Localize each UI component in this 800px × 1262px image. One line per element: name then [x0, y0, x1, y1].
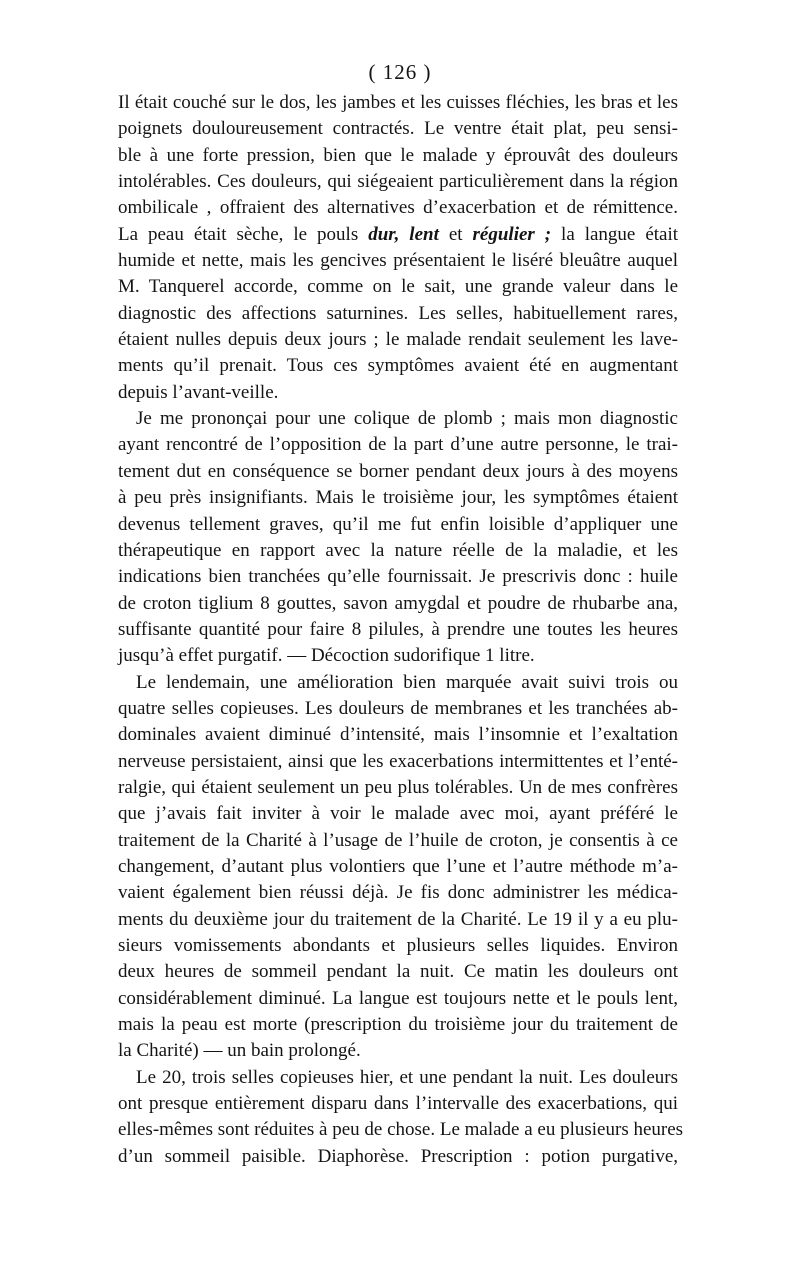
text-line: Je me prononçai pour une colique de plomb ; mais mon diagnostic	[136, 408, 678, 430]
text-line: changement, d’autant plus volontiers que l’une et l’autre méthode m’a-	[118, 855, 678, 877]
text-line: M. Tanquerel accorde, comme on le sait, une grande valeur dans le	[118, 276, 678, 298]
text-line: ments qu’il prenait. Tous ces symptômes avaient été en augmentant	[118, 355, 678, 377]
text-line: dominales avaient diminué d’intensité, mais l’insomnie et l’exaltation	[118, 724, 678, 746]
text-line: que j’avais fait inviter à voir le malade avec moi, ayant préféré le	[118, 803, 678, 825]
text-line: thérapeutique en rapport avec la nature réelle de la maladie, et les	[118, 539, 678, 561]
body-text	[118, 90, 684, 1170]
text-line: à peu près insignifiants. Mais le troisième jour, les symptômes étaient	[118, 487, 678, 509]
text-line: humide et nette, mais les gencives présentaient le liséré bleuâtre auquel	[118, 250, 678, 272]
page-number: ( 126 )	[368, 60, 432, 84]
text-line: vaient également bien réussi déjà. Je fis donc administrer les médica-	[118, 882, 678, 904]
text-line: étaient nulles depuis deux jours ; le malade rendait seulement les lave-	[118, 329, 678, 351]
text-line: ble à une forte pression, bien que le malade y éprouvât des douleurs	[118, 144, 678, 166]
text-line: Il était couché sur le dos, les jambes et les cuisses fléchies, les bras et les	[118, 92, 678, 113]
text-line: ombilicale , offraient des alternatives d’exacerbation et de rémittence.	[118, 197, 678, 219]
text-line: jusqu’à effet purgatif. — Décoction sudorifique 1 litre.	[118, 645, 535, 667]
text-line: depuis l’avant-veille.	[118, 381, 279, 403]
text-line: quatre selles copieuses. Les douleurs de membranes et les tranchées ab-	[118, 697, 678, 719]
text-line: intolérables. Ces douleurs, qui siégeaient particulièrement dans la région	[118, 171, 678, 193]
text-line: traitement de la Charité à l’usage de l’huile de croton, je consentis à ce	[118, 829, 678, 851]
text-line: diagnostic des affections saturnines. Les selles, habituellement rares,	[118, 302, 678, 324]
text-line-with-emphasis	[118, 222, 678, 248]
text-line: indications bien tranchées qu’elle fournissait. Je prescrivis donc : huile	[118, 566, 678, 588]
text-line: Le lendemain, une amélioration bien marquée avait suivi trois ou	[136, 671, 678, 693]
emphasized-text: dur, lent	[368, 223, 439, 245]
text-segment: La peau était sèche, le pouls	[118, 223, 369, 245]
text-line: ont presque entièrement disparu dans l’intervalle des exacerbations, qui	[118, 1093, 678, 1115]
text-segment: la langue était	[551, 223, 679, 245]
text-line: considérablement diminué. La langue est toujours nette et le pouls lent,	[118, 987, 678, 1009]
emphasized-text: régulier ;	[472, 223, 552, 245]
text-line: nerveuse persistaient, ainsi que les exacerbations intermittentes et l’enté-	[118, 750, 678, 772]
text-line: ments du deuxième jour du traitement de la Charité. Le 19 il y a eu plu-	[118, 908, 678, 930]
text-line: de croton tiglium 8 gouttes, savon amygdal et poudre de rhubarbe ana,	[118, 592, 678, 614]
text-line: mais la peau est morte (prescription du troisième jour du traitement de	[118, 1014, 678, 1036]
text-segment: et	[438, 223, 473, 245]
text-line: la Charité) — un bain prolongé.	[118, 1040, 361, 1062]
text-line: suffisante quantité pour faire 8 pilules, à prendre une toutes les heures	[118, 618, 678, 640]
text-line: ayant rencontré de l’opposition de la part d’une autre personne, le trai-	[118, 434, 678, 456]
text-line: tement dut en conséquence se borner pendant deux jours à des moyens	[118, 460, 678, 482]
text-line: elles-mêmes sont réduites à peu de chose. Le malade a eu plusieurs heures	[118, 1119, 684, 1141]
text-line: d’un sommeil paisible. Diaphorèse. Prescription : potion purgative,	[118, 1145, 678, 1167]
text-line: poignets douloureusement contractés. Le ventre était plat, peu sensi-	[118, 118, 678, 140]
text-line: ralgie, qui étaient seulement un peu plus tolérables. Un de mes confrères	[118, 776, 678, 798]
text-line: devenus tellement graves, qu’il me fut enfin loisible d’appliquer une	[118, 513, 678, 535]
text-line: deux heures de sommeil pendant la nuit. Ce matin les douleurs ont	[118, 961, 678, 983]
text-line: Le 20, trois selles copieuses hier, et une pendant la nuit. Les douleurs	[136, 1066, 678, 1088]
text-line: sieurs vomissements abondants et plusieurs selles liquides. Environ	[118, 935, 678, 956]
